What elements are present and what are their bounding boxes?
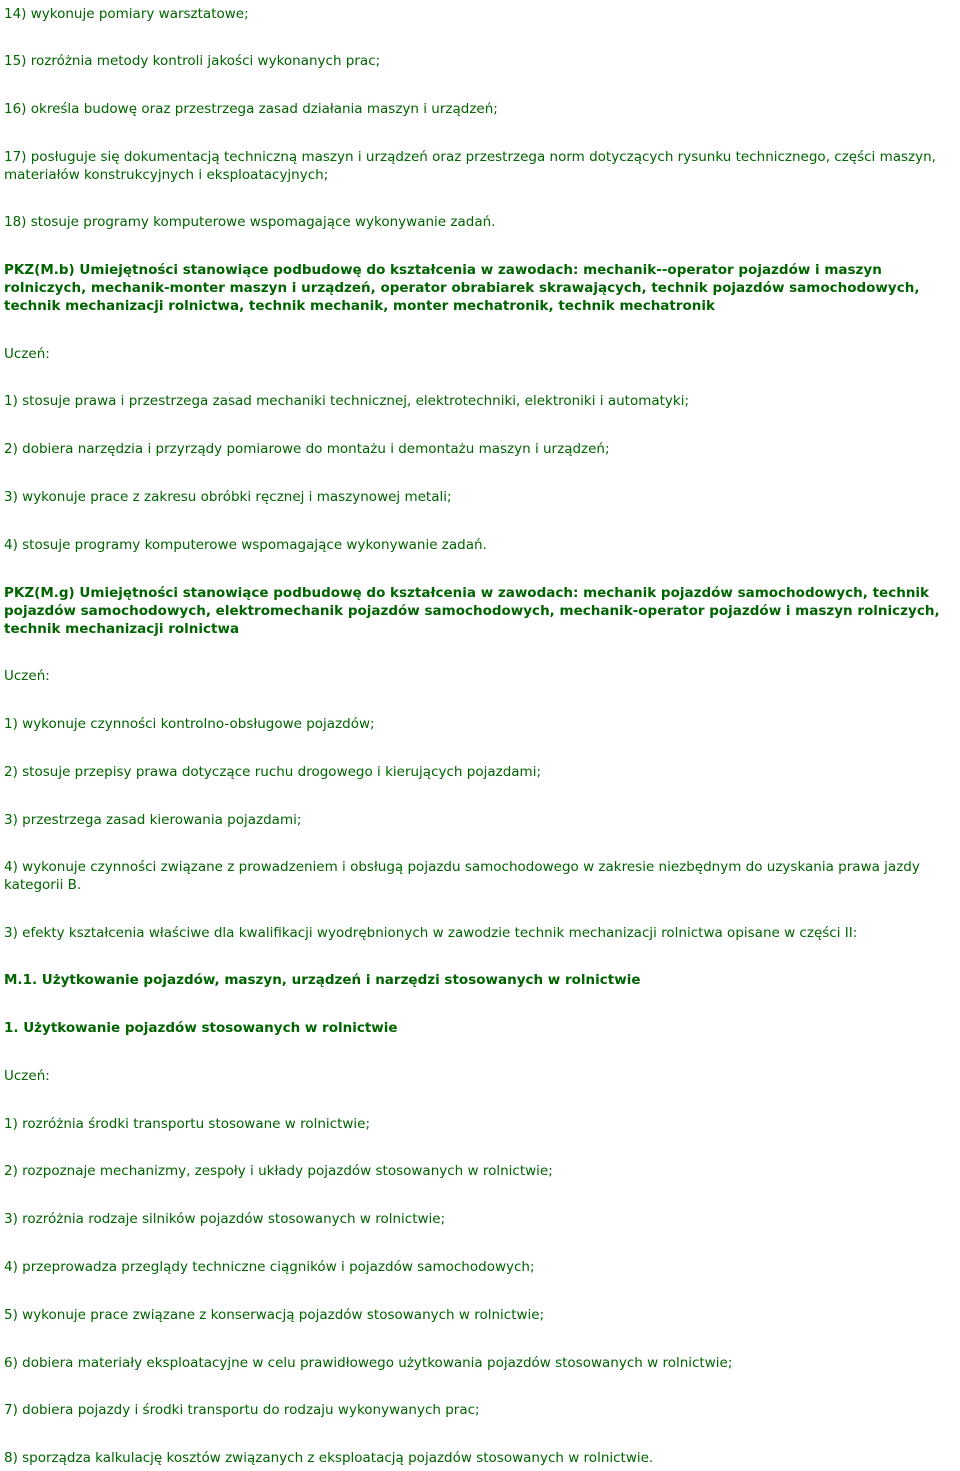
paragraph-label: Uczeń: [4,668,50,684]
list-item: 16) określa budowę oraz przestrzega zasad działania maszyn i urządzeń; [4,101,498,117]
paragraph-label: Uczeń: [4,346,50,362]
subsection-heading: 1. Użytkowanie pojazdów stosowanych w rolnictwie [4,1020,398,1036]
list-item: 18) stosuje programy komputerowe wspomagające wykonywanie zadań. [4,214,496,230]
list-item: 3) przestrzega zasad kierowania pojazdami; [4,812,302,828]
section-heading: PKZ(M.b) Umiejętności stanowiące podbudowę do kształcenia w zawodach: mechanik--operator pojazdów i maszyn rolniczych, mechanik-monter maszyn i urządzeń, operator obrabiarek skrawających, technik pojazdów samochodowych, technik mechanizacji rolnictwa, technik mechanik, monter mechatronik, technik mechatronik [4,262,920,314]
list-item: 2) stosuje przepisy prawa dotyczące ruchu drogowego i kierujących pojazdami; [4,764,541,780]
list-item: 4) przeprowadza przeglądy techniczne ciągników i pojazdów samochodowych; [4,1259,535,1275]
list-item: 4) wykonuje czynności związane z prowadzeniem i obsługą pojazdu samochodowego w zakresie niezbędnym do uzyskania prawa jazdy kategorii B. [4,859,920,893]
list-item: 1) rozróżnia środki transportu stosowane w rolnictwie; [4,1116,371,1132]
module-heading: M.1. Użytkowanie pojazdów, maszyn, urządzeń i narzędzi stosowanych w rolnictwie [4,972,641,988]
list-item: 8) sporządza kalkulację kosztów związanych z eksploatacją pojazdów stosowanych w rolnictwie. [4,1450,654,1466]
list-item: 14) wykonuje pomiary warsztatowe; [4,6,249,22]
list-item: 2) rozpoznaje mechanizmy, zespoły i układy pojazdów stosowanych w rolnictwie; [4,1163,553,1179]
paragraph: 3) efekty kształcenia właściwe dla kwalifikacji wyodrębnionych w zawodzie technik mechanizacji rolnictwa opisane w części II: [4,925,858,941]
list-item: 3) wykonuje prace z zakresu obróbki ręcznej i maszynowej metali; [4,489,452,505]
list-item: 4) stosuje programy komputerowe wspomagające wykonywanie zadań. [4,537,487,553]
list-item: 1) stosuje prawa i przestrzega zasad mechaniki technicznej, elektrotechniki, elektroniki i automatyki; [4,393,690,409]
list-item: 2) dobiera narzędzia i przyrządy pomiarowe do montażu i demontażu maszyn i urządzeń; [4,441,610,457]
list-item: 5) wykonuje prace związane z konserwacją pojazdów stosowanych w rolnictwie; [4,1307,545,1323]
paragraph-label: Uczeń: [4,1068,50,1084]
list-item: 17) posługuje się dokumentacją techniczną maszyn i urządzeń oraz przestrzega norm dotyczących rysunku technicznego, części maszyn, materiałów konstrukcyjnych i eksploatacyjnych; [4,149,936,183]
section-heading: PKZ(M.g) Umiejętności stanowiące podbudowę do kształcenia w zawodach: mechanik pojazdów samochodowych, technik pojazdów samochodowych, elektromechanik pojazdów samochodowych, mechanik-operator pojazdów i maszyn rolniczych, technik mechanizacji rolnictwa [4,585,940,637]
list-item: 7) dobiera pojazdy i środki transportu do rodzaju wykonywanych prac; [4,1402,480,1418]
list-item: 6) dobiera materiały eksploatacyjne w celu prawidłowego użytkowania pojazdów stosowanych w rolnictwie; [4,1355,733,1371]
list-item: 15) rozróżnia metody kontroli jakości wykonanych prac; [4,53,381,69]
list-item: 3) rozróżnia rodzaje silników pojazdów stosowanych w rolnictwie; [4,1211,446,1227]
list-item: 1) wykonuje czynności kontrolno-obsługowe pojazdów; [4,716,375,732]
